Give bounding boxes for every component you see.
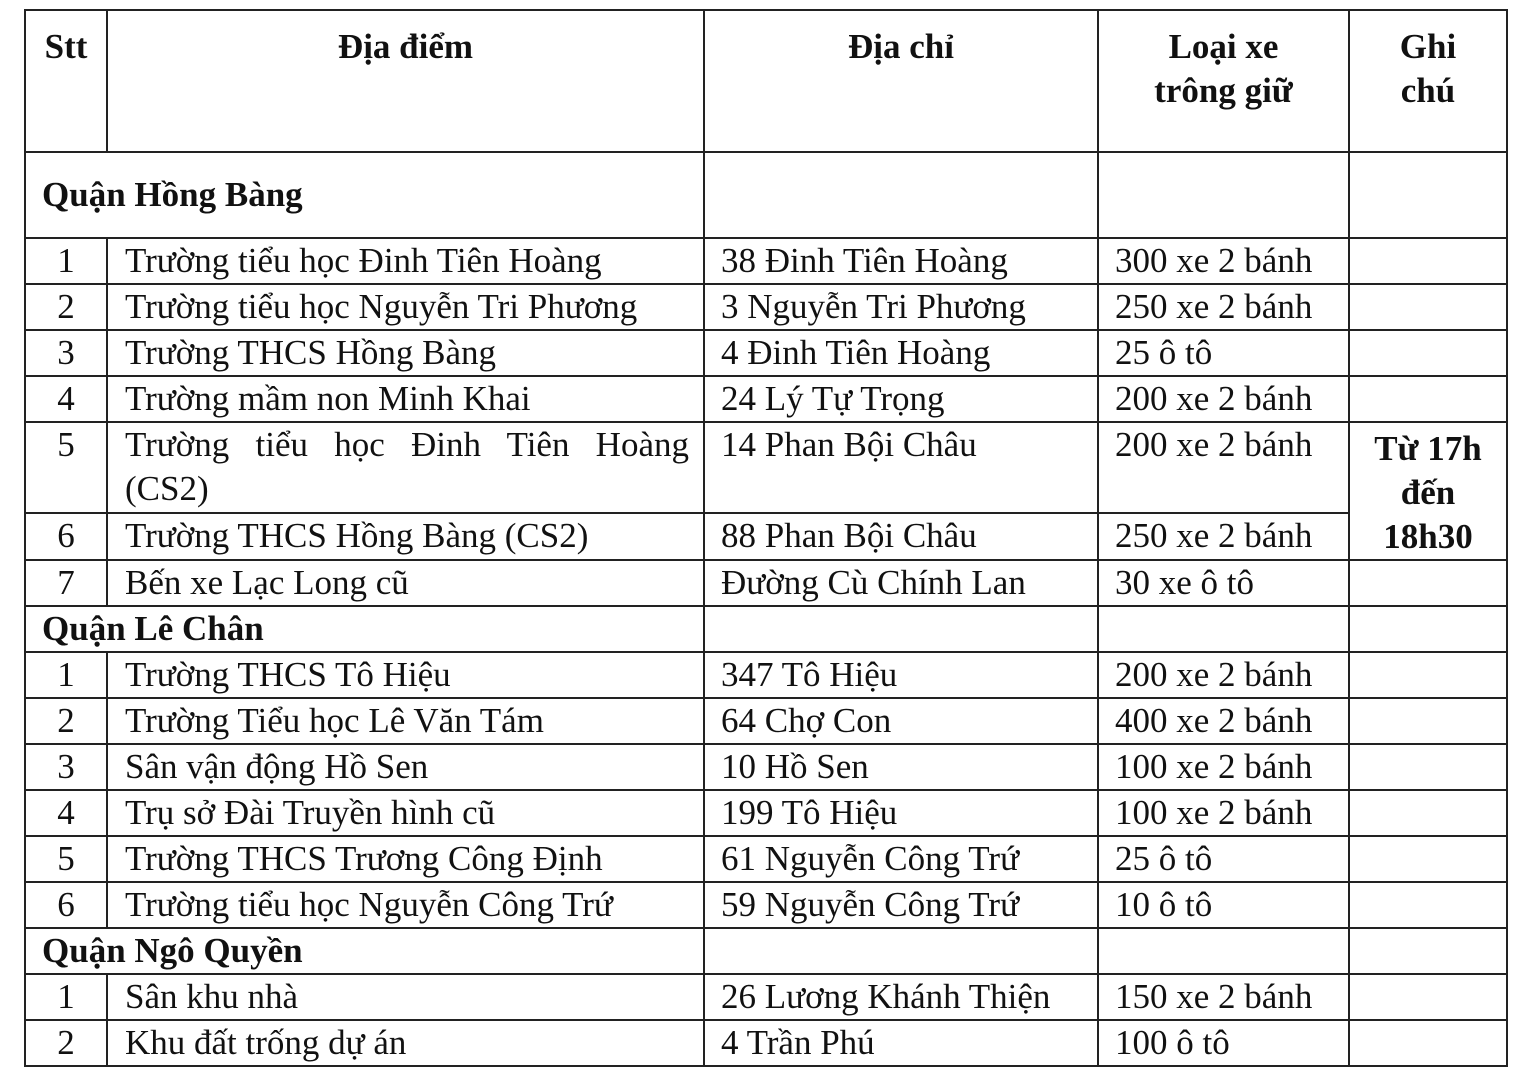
row-stt: 4 — [25, 790, 107, 836]
row-vehicle: 200 xe 2 bánh — [1098, 422, 1349, 513]
row-stt: 1 — [25, 974, 107, 1020]
table-row — [25, 882, 1507, 928]
row-stt: 2 — [25, 1020, 107, 1066]
row-vehicle: 200 xe 2 bánh — [1098, 652, 1349, 698]
table-row — [25, 698, 1507, 744]
row-address: 199 Tô Hiệu — [704, 790, 1098, 836]
section-name: Quận Hồng Bàng — [25, 152, 704, 238]
table-row — [25, 974, 1507, 1020]
row-vehicle: 200 xe 2 bánh — [1098, 376, 1349, 422]
row-note — [1349, 882, 1507, 928]
row-address: 88 Phan Bội Châu — [704, 513, 1098, 560]
header-stt: Stt — [25, 10, 107, 152]
table-row — [25, 790, 1507, 836]
header-row — [25, 10, 1507, 152]
header-note-line1: Ghi — [1399, 27, 1457, 66]
row-vehicle: 150 xe 2 bánh — [1098, 974, 1349, 1020]
header-note — [1349, 10, 1507, 152]
row-address: 10 Hồ Sen — [704, 744, 1098, 790]
row-vehicle: 10 ô tô — [1098, 882, 1349, 928]
header-note-line2: chú — [1400, 71, 1456, 110]
row-stt: 5 — [25, 422, 107, 513]
row-vehicle: 400 xe 2 bánh — [1098, 698, 1349, 744]
empty-cell — [1098, 606, 1349, 652]
note-line1: Từ 17h — [1374, 429, 1482, 468]
row-address: 59 Nguyễn Công Trứ — [704, 882, 1098, 928]
row-address: 4 Đinh Tiên Hoàng — [704, 330, 1098, 376]
row-place: Trường THCS Tô Hiệu — [107, 652, 704, 698]
empty-cell — [1349, 928, 1507, 974]
row-stt: 2 — [25, 284, 107, 330]
section-row — [25, 928, 1507, 974]
row-vehicle: 100 ô tô — [1098, 1020, 1349, 1066]
table-row — [25, 652, 1507, 698]
row-address: 24 Lý Tự Trọng — [704, 376, 1098, 422]
row-place: Trường THCS Hồng Bàng — [107, 330, 704, 376]
note-time-range — [1349, 422, 1507, 560]
empty-cell — [704, 152, 1098, 238]
row-address: 347 Tô Hiệu — [704, 652, 1098, 698]
row-stt: 1 — [25, 652, 107, 698]
row-vehicle: 100 xe 2 bánh — [1098, 790, 1349, 836]
empty-cell — [704, 928, 1098, 974]
row-address: Đường Cù Chính Lan — [704, 560, 1098, 606]
row-vehicle: 100 xe 2 bánh — [1098, 744, 1349, 790]
row-note — [1349, 974, 1507, 1020]
row-note — [1349, 376, 1507, 422]
row-note — [1349, 698, 1507, 744]
row-vehicle: 30 xe ô tô — [1098, 560, 1349, 606]
row-stt: 2 — [25, 698, 107, 744]
empty-cell — [1349, 606, 1507, 652]
table-row — [25, 836, 1507, 882]
row-stt: 3 — [25, 744, 107, 790]
row-place: Bến xe Lạc Long cũ — [107, 560, 704, 606]
header-vehicle-line1: Loại xe — [1168, 27, 1279, 66]
row-place: Trường THCS Hồng Bàng (CS2) — [107, 513, 704, 560]
row-note — [1349, 1020, 1507, 1066]
section-name: Quận Ngô Quyền — [25, 928, 704, 974]
row-place: Trường tiểu học Nguyễn Tri Phương — [107, 284, 704, 330]
row-address: 4 Trần Phú — [704, 1020, 1098, 1066]
row-place: Sân khu nhà — [107, 974, 704, 1020]
row-place: Sân vận động Hồ Sen — [107, 744, 704, 790]
row-note — [1349, 652, 1507, 698]
row-vehicle: 250 xe 2 bánh — [1098, 284, 1349, 330]
empty-cell — [1349, 152, 1507, 238]
row-note — [1349, 560, 1507, 606]
header-place: Địa điểm — [107, 10, 704, 152]
parking-table — [24, 9, 1508, 1067]
table-row — [25, 376, 1507, 422]
table-row — [25, 422, 1507, 513]
row-stt: 6 — [25, 882, 107, 928]
row-stt: 3 — [25, 330, 107, 376]
row-note — [1349, 284, 1507, 330]
row-place: Trường tiểu học Nguyễn Công Trứ — [107, 882, 704, 928]
note-line2: đến — [1400, 473, 1456, 512]
row-note — [1349, 836, 1507, 882]
row-stt: 7 — [25, 560, 107, 606]
table-row — [25, 238, 1507, 284]
table-row — [25, 560, 1507, 606]
row-place: Trường Tiểu học Lê Văn Tám — [107, 698, 704, 744]
row-address: 26 Lương Khánh Thiện — [704, 974, 1098, 1020]
section-row — [25, 606, 1507, 652]
header-address: Địa chỉ — [704, 10, 1098, 152]
empty-cell — [1098, 152, 1349, 238]
row-place: Khu đất trống dự án — [107, 1020, 704, 1066]
table-row — [25, 1020, 1507, 1066]
row-place: Trụ sở Đài Truyền hình cũ — [107, 790, 704, 836]
row-address: 38 Đinh Tiên Hoàng — [704, 238, 1098, 284]
row-stt: 4 — [25, 376, 107, 422]
table-row — [25, 330, 1507, 376]
row-address: 14 Phan Bội Châu — [704, 422, 1098, 513]
table-row — [25, 513, 1507, 560]
row-address: 3 Nguyễn Tri Phương — [704, 284, 1098, 330]
row-stt: 1 — [25, 238, 107, 284]
table-row — [25, 284, 1507, 330]
table-row — [25, 744, 1507, 790]
row-stt: 6 — [25, 513, 107, 560]
row-stt: 5 — [25, 836, 107, 882]
header-vehicle — [1098, 10, 1349, 152]
row-vehicle: 300 xe 2 bánh — [1098, 238, 1349, 284]
row-vehicle: 25 ô tô — [1098, 836, 1349, 882]
row-note — [1349, 330, 1507, 376]
note-line3: 18h30 — [1383, 517, 1473, 556]
row-place: Trường tiểu học Đinh Tiên Hoàng (CS2) — [107, 422, 704, 513]
row-note — [1349, 790, 1507, 836]
empty-cell — [704, 606, 1098, 652]
header-vehicle-line2: trông giữ — [1154, 71, 1293, 110]
row-note — [1349, 238, 1507, 284]
row-address: 64 Chợ Con — [704, 698, 1098, 744]
section-row — [25, 152, 1507, 238]
row-vehicle: 25 ô tô — [1098, 330, 1349, 376]
row-address: 61 Nguyễn Công Trứ — [704, 836, 1098, 882]
section-name: Quận Lê Chân — [25, 606, 704, 652]
empty-cell — [1098, 928, 1349, 974]
row-place: Trường tiểu học Đinh Tiên Hoàng — [107, 238, 704, 284]
row-place: Trường mầm non Minh Khai — [107, 376, 704, 422]
row-vehicle: 250 xe 2 bánh — [1098, 513, 1349, 560]
row-note — [1349, 744, 1507, 790]
row-place: Trường THCS Trương Công Định — [107, 836, 704, 882]
